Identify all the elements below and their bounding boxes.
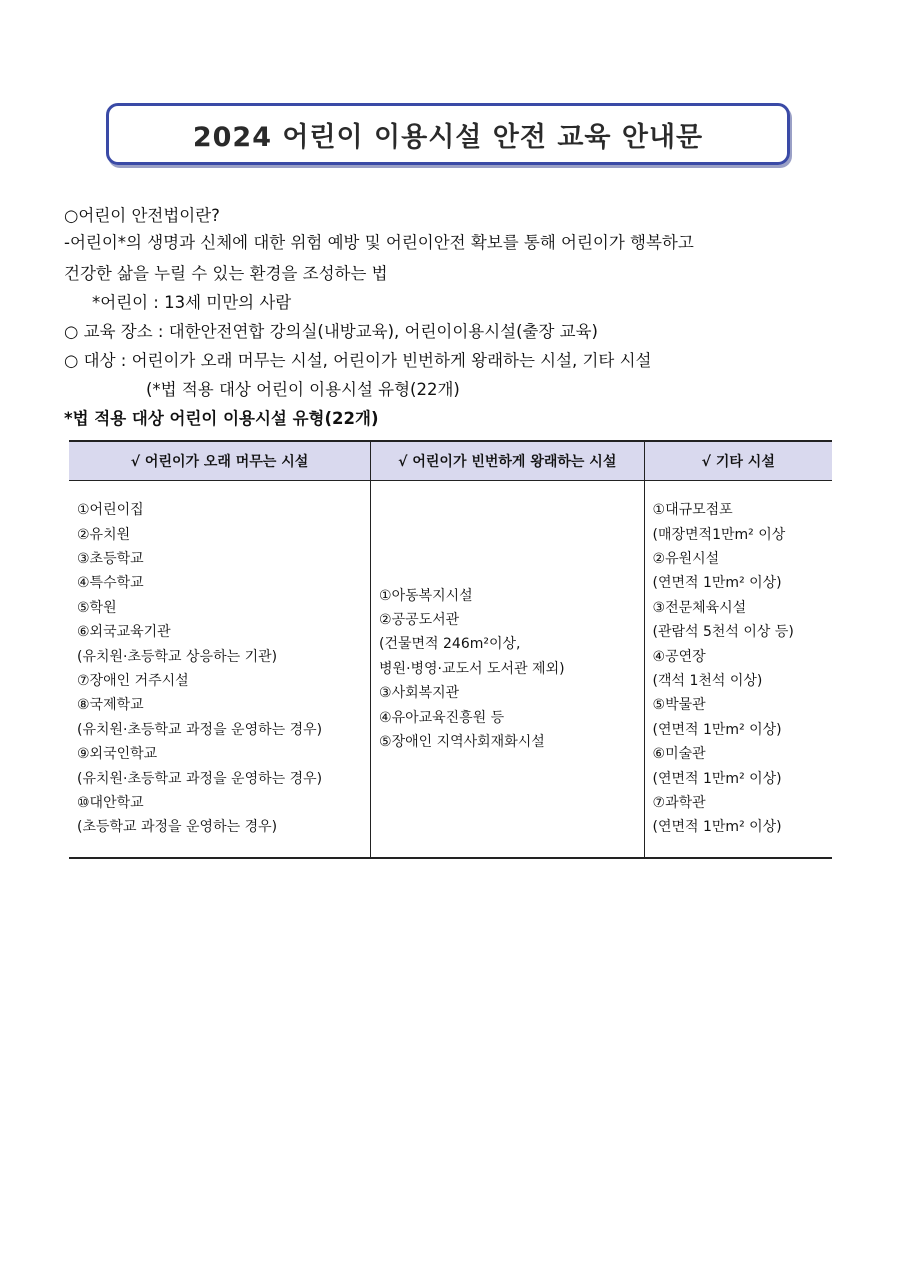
list-item: ⑥외국교육기관 — [77, 624, 171, 641]
other-list — [653, 498, 832, 840]
facility-types-table — [69, 440, 832, 859]
list-item: ⑩대안학교 — [77, 795, 144, 812]
frequent-visit-list — [379, 584, 644, 755]
list-item: (연면적 1만m² 이상) — [652, 575, 782, 592]
list-item: ③전문체육시설 — [652, 599, 747, 616]
header-other: √ 기타 시설 — [644, 441, 832, 481]
list-item: (초등학교 과정을 운영하는 경우) — [77, 819, 278, 836]
title-box — [106, 103, 790, 165]
list-item: ③사회복지관 — [379, 685, 460, 702]
list-item: ⑤박물관 — [652, 697, 706, 714]
definition-line-2: 건강한 삶을 누릴 수 있는 환경을 조성하는 법 — [64, 264, 388, 283]
list-item: ③초등학교 — [77, 550, 144, 567]
list-item: ⑦과학관 — [652, 795, 706, 812]
list-item: ②유원시설 — [652, 550, 720, 567]
list-item: (매장면적1만m² 이상 — [652, 526, 786, 543]
table-row — [69, 481, 832, 859]
list-item: (연면적 1만m² 이상) — [652, 721, 782, 738]
education-location: ○ 교육 장소 : 대한안전연합 강의실(내방교육), 어린이이용시설(출장 교육) — [64, 322, 598, 341]
list-item: ①아동복지시설 — [379, 587, 473, 604]
child-footnote: *어린이 : 13세 미만의 사람 — [92, 293, 292, 312]
list-item: (연면적 1만m² 이상) — [652, 770, 782, 787]
list-item: (유치원·초등학교 과정을 운영하는 경우) — [77, 721, 323, 738]
header-frequent-visit: √ 어린이가 빈번하게 왕래하는 시설 — [371, 441, 645, 481]
list-item: (연면적 1만m² 이상) — [652, 819, 782, 836]
question-heading: ○어린이 안전법이란? — [64, 206, 220, 225]
list-item: ④공연장 — [652, 648, 706, 665]
list-item: 병원·병영·교도서 도서관 제외) — [379, 660, 565, 677]
list-item: ②공공도서관 — [379, 611, 460, 628]
long-stay-cell — [69, 481, 371, 859]
list-item: (건물면적 246m²이상, — [379, 636, 521, 653]
list-item: ④유아교육진흥원 등 — [379, 709, 505, 726]
list-item: ⑧국제학교 — [77, 697, 144, 714]
list-item: ②유치원 — [77, 526, 131, 543]
list-item: ①대규모점포 — [652, 502, 733, 519]
list-item: ⑤장애인 지역사회재화시설 — [379, 734, 545, 751]
frequent-visit-cell — [371, 481, 645, 859]
list-item: (관람석 5천석 이상 등) — [652, 624, 794, 641]
table-header-row — [69, 441, 832, 481]
list-item: (유치원·초등학교 상응하는 기관) — [77, 648, 278, 665]
table-title: *법 적용 대상 어린이 이용시설 유형(22개) — [64, 409, 379, 428]
list-item: ⑤학원 — [77, 599, 117, 616]
other-cell — [644, 481, 832, 859]
list-item: (유치원·초등학교 과정을 운영하는 경우) — [77, 770, 323, 787]
list-item: ⑥미술관 — [652, 746, 706, 763]
list-item: ④특수학교 — [77, 575, 144, 592]
education-target: ○ 대상 : 어린이가 오래 머무는 시설, 어린이가 빈번하게 왕래하는 시설, 기타 시설 — [64, 351, 652, 370]
list-item: ①어린이집 — [77, 502, 144, 519]
target-note: (*법 적용 대상 어린이 이용시설 유형(22개) — [146, 380, 460, 399]
long-stay-list — [77, 498, 370, 840]
page-title: 2024 어린이 이용시설 안전 교육 안내문 — [192, 121, 704, 153]
definition-line-1: -어린이*의 생명과 신체에 대한 위험 예방 및 어린이안전 확보를 통해 어린이가 행복하고 — [64, 233, 694, 252]
list-item: (객석 1천석 이상) — [652, 673, 763, 689]
header-long-stay: √ 어린이가 오래 머무는 시설 — [69, 441, 371, 481]
list-item: ⑦장애인 거주시설 — [77, 673, 189, 689]
list-item: ⑨외국인학교 — [77, 746, 158, 763]
